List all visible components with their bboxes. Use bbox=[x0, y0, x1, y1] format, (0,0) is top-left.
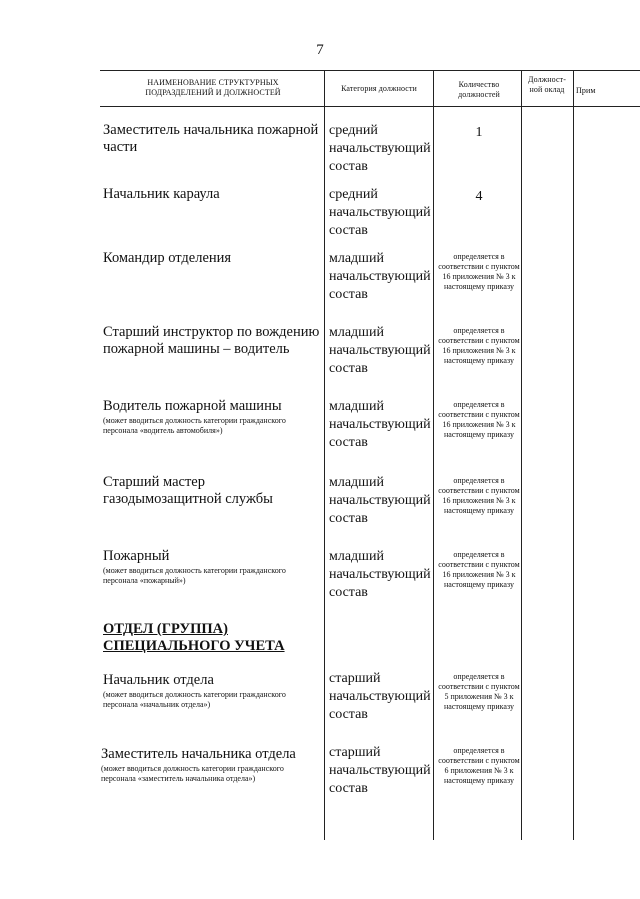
position-name: Заместитель начальника пожарной части bbox=[103, 122, 319, 155]
position-note: (может вводиться должность категории гражданского персонала «водитель автомобиля») bbox=[103, 416, 286, 435]
position-quantity: определяется в соответствии с пунктом 5 приложения № 3 к настоящему приказу bbox=[438, 672, 520, 711]
position-name: Заместитель начальника отдела bbox=[101, 746, 296, 762]
position-category: младший начальствующий состав bbox=[329, 549, 431, 600]
position-note: (может вводиться должность категории гражданского персонала «начальник отдела») bbox=[103, 690, 286, 709]
position-quantity: определяется в соответствии с пунктом 16 приложения № 3 к настоящему приказу bbox=[438, 550, 520, 589]
header-salary: Должност-ной оклад bbox=[528, 75, 566, 94]
position-quantity: определяется в соответствии с пунктом 16 приложения № 3 к настоящему приказу bbox=[438, 326, 520, 365]
header-quantity: Количество должностей bbox=[458, 80, 500, 99]
position-name-block bbox=[103, 548, 321, 585]
position-name: Начальник караула bbox=[103, 186, 220, 202]
position-category: средний начальствующий состав bbox=[329, 123, 431, 174]
position-category: старший начальствующий состав bbox=[329, 745, 431, 796]
position-name: Командир отделения bbox=[103, 250, 232, 266]
page-number: 7 bbox=[316, 42, 324, 58]
position-quantity: 1 bbox=[475, 125, 483, 140]
table-top-border bbox=[100, 70, 640, 71]
section-title: ОТДЕЛ (ГРУППА) СПЕЦИАЛЬНОГО УЧЕТА bbox=[103, 621, 285, 654]
column-divider-1 bbox=[324, 70, 325, 840]
position-quantity: определяется в соответствии с пунктом 16 приложения № 3 к настоящему приказу bbox=[438, 252, 520, 291]
table-header-border bbox=[100, 106, 640, 107]
position-category: младший начальствующий состав bbox=[329, 475, 431, 526]
position-name: Начальник отдела bbox=[103, 672, 214, 688]
position-name: Пожарный bbox=[103, 548, 170, 564]
position-quantity: 4 bbox=[475, 189, 483, 204]
position-name: Водитель пожарной машины bbox=[103, 398, 282, 414]
position-category: младший начальствующий состав bbox=[329, 399, 431, 450]
position-quantity: определяется в соответствии с пунктом 16 приложения № 3 к настоящему приказу bbox=[438, 476, 520, 515]
position-quantity: определяется в соответствии с пунктом 6 приложения № 3 к настоящему приказу bbox=[438, 746, 520, 785]
position-note: (может вводиться должность категории гражданского персонала «заместитель начальника отдела») bbox=[101, 764, 284, 783]
position-name-block bbox=[101, 746, 319, 783]
position-category: младший начальствующий состав bbox=[329, 251, 431, 302]
position-category: младший начальствующий состав bbox=[329, 325, 431, 376]
header-notes: Прим bbox=[576, 86, 596, 95]
header-category: Категория должности bbox=[341, 84, 417, 93]
column-divider-3 bbox=[521, 70, 522, 840]
position-quantity: определяется в соответствии с пунктом 16 приложения № 3 к настоящему приказу bbox=[438, 400, 520, 439]
header-position-name: НАИМЕНОВАНИЕ СТРУКТУРНЫХ ПОДРАЗДЕЛЕНИЙ И ДОЛЖНОСТЕЙ bbox=[145, 78, 281, 97]
position-name-block bbox=[103, 672, 321, 709]
position-name-block bbox=[103, 398, 321, 435]
position-category: средний начальствующий состав bbox=[329, 187, 431, 238]
position-category: старший начальствующий состав bbox=[329, 671, 431, 722]
position-note: (может вводиться должность категории гражданского персонала «пожарный») bbox=[103, 566, 286, 585]
column-divider-4 bbox=[573, 70, 574, 840]
position-name: Старший инструктор по вождению пожарной машины – водитель bbox=[103, 324, 320, 357]
position-name: Старший мастер газодымозащитной службы bbox=[103, 474, 273, 507]
